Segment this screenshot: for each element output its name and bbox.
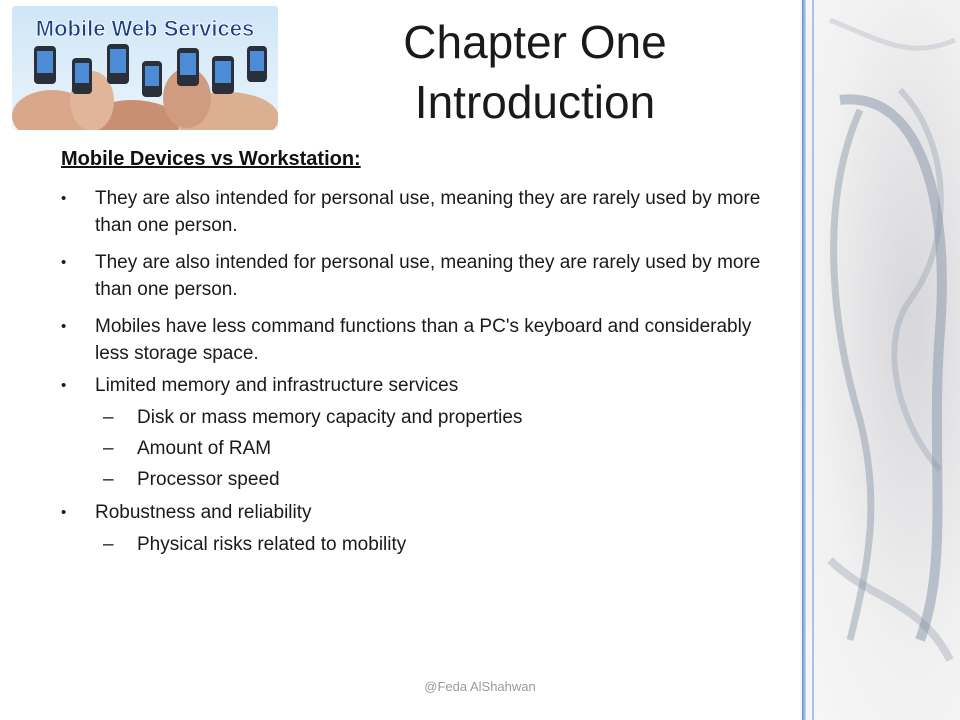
side-divider-line-thin <box>812 0 814 720</box>
dash-icon: – <box>103 407 114 428</box>
list-item-text: Mobiles have less command functions than a PC's keyboard and considerably less storage space. <box>95 316 752 364</box>
dash-icon: – <box>103 469 114 490</box>
logo-text: Mobile Web Services <box>35 16 255 41</box>
section-heading: Mobile Devices vs Workstation: <box>61 148 361 170</box>
decorative-swirl-graphic <box>800 0 960 720</box>
title-line-2: Introduction <box>414 76 656 128</box>
list-item-text: They are also intended for personal use, meaning they are rarely used by more than one person. <box>95 252 761 300</box>
list-item-text: They are also intended for personal use, meaning they are rarely used by more than one person. <box>95 188 761 236</box>
list-item-text: Robustness and reliability <box>95 502 312 523</box>
sub-list-item-text: Processor speed <box>137 469 280 490</box>
sub-list-item <box>103 435 777 462</box>
bullet-icon: • <box>61 254 67 271</box>
list-item-text: Limited memory and infrastructure services <box>95 375 459 396</box>
footer-credit: @Feda AlShahwan <box>424 679 536 694</box>
bullet-icon: • <box>61 377 67 394</box>
sub-list-item <box>103 531 777 558</box>
side-divider-line <box>802 0 806 720</box>
bullet-icon: • <box>61 318 67 335</box>
list-item <box>61 313 785 367</box>
decorative-side-panel <box>800 0 960 720</box>
list-item <box>61 185 785 239</box>
dash-icon: – <box>103 438 114 459</box>
sub-list-item-text: Amount of RAM <box>137 438 272 459</box>
sub-list-item <box>103 466 777 493</box>
sub-list-item <box>103 404 777 431</box>
sub-list-item-text: Disk or mass memory capacity and properties <box>137 407 523 428</box>
dash-icon: – <box>103 534 114 555</box>
bullet-icon: • <box>61 504 67 521</box>
list-item <box>61 249 785 303</box>
list-item <box>61 372 785 399</box>
bullet-icon: • <box>61 190 67 207</box>
sub-list-item-text: Physical risks related to mobility <box>137 534 407 555</box>
title-line-1: Chapter One <box>403 16 667 68</box>
list-item <box>61 499 785 526</box>
